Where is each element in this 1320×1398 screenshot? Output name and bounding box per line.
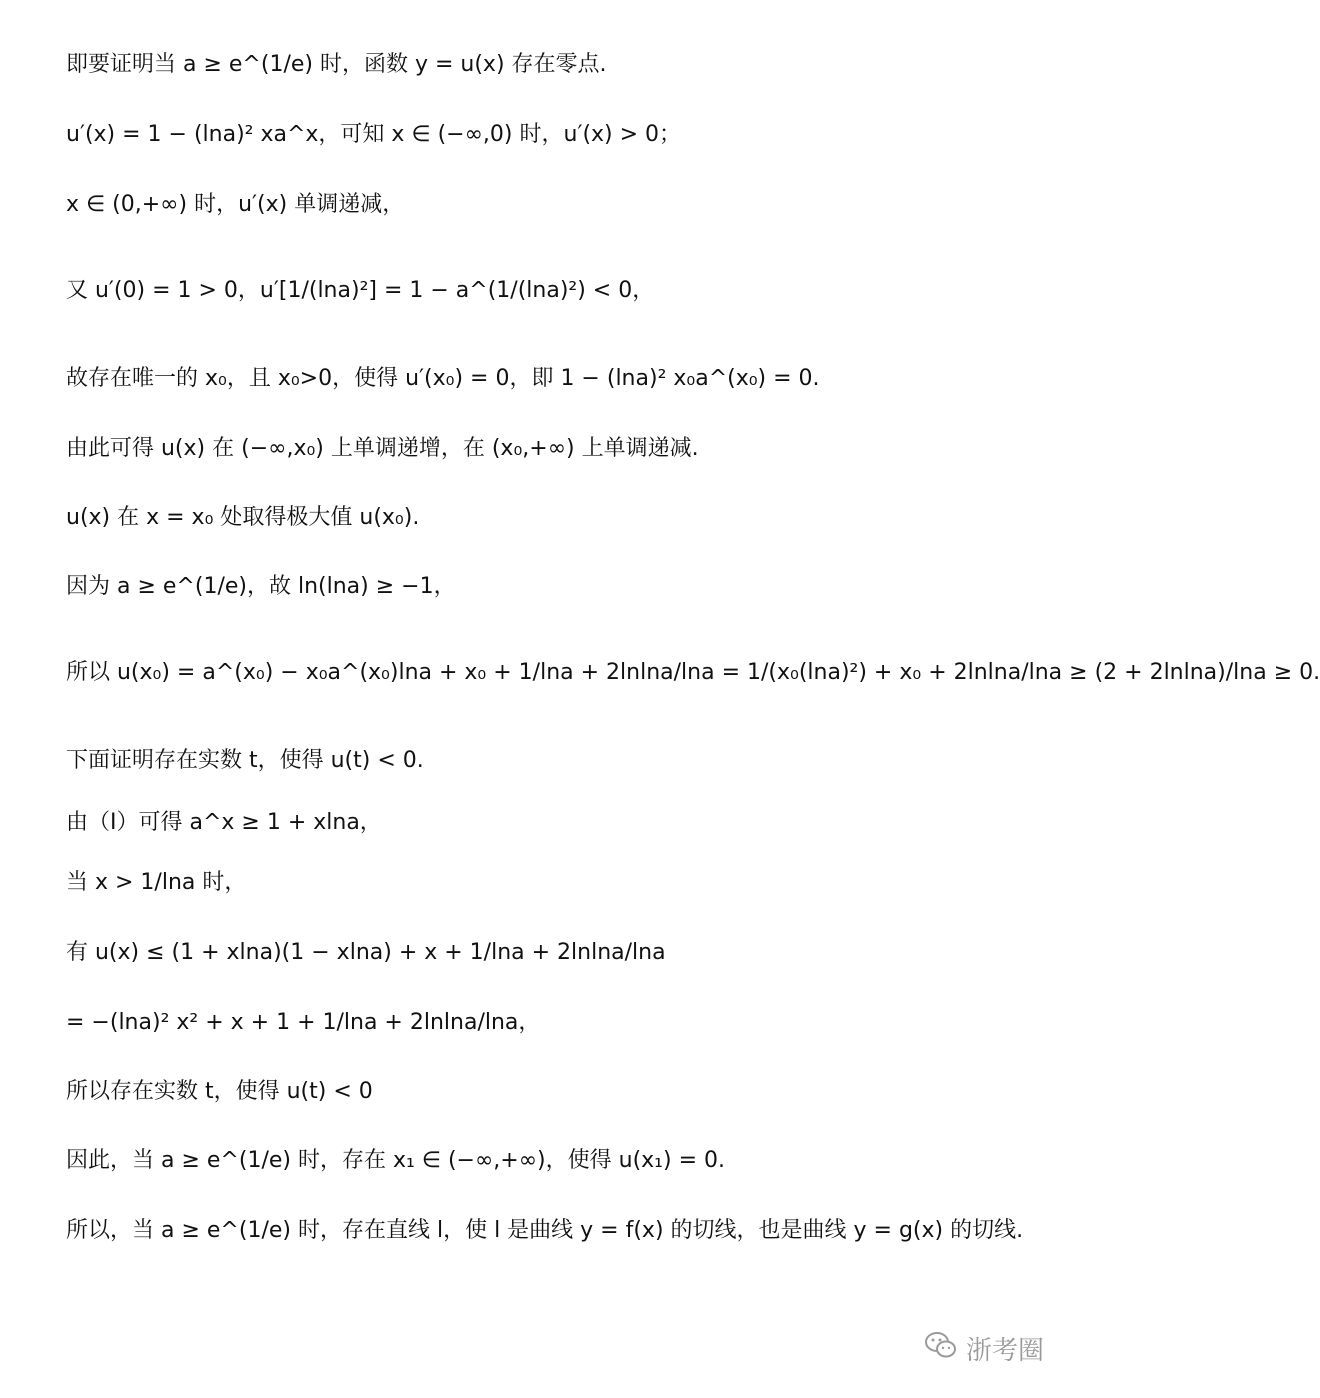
text-line: 因此，当 a ≥ e^(1/e) 时，存在 x₁ ∈ (−∞,+∞)，使得 u(x₁) = 0.: [66, 1148, 725, 1173]
text-line: 当 x > 1/lna 时，: [66, 870, 247, 895]
watermark-text: 浙考圈: [965, 1336, 1044, 1366]
text-line: 即要证明当 a ≥ e^(1/e) 时，函数 y = u(x) 存在零点.: [66, 52, 607, 77]
watermark: [924, 1330, 1044, 1367]
text-line: x ∈ (0,+∞) 时，u′(x) 单调递减，: [66, 192, 405, 217]
text-line: 下面证明存在实数 t，使得 u(t) < 0.: [66, 748, 424, 773]
text-line: 有 u(x) ≤ (1 + xlna)(1 − xlna) + x + 1/lna + 2lnlna/lna: [66, 940, 666, 965]
text-line: 所以 u(x₀) = a^(x₀) − x₀a^(x₀)lna + x₀ + 1/lna + 2lnlna/lna = 1/(x₀(lna)²) + x₀ + 2lnlna/lna ≥ (2 + 2lnlna)/lna ≥ 0.: [66, 660, 1320, 685]
text-line: 所以，当 a ≥ e^(1/e) 时，存在直线 l，使 l 是曲线 y = f(x) 的切线，也是曲线 y = g(x) 的切线.: [66, 1218, 1024, 1243]
text-line: 因为 a ≥ e^(1/e)，故 ln(lna) ≥ −1，: [66, 574, 456, 599]
text-line: = −(lna)² x² + x + 1 + 1/lna + 2lnlna/lna，: [66, 1010, 541, 1035]
text-line: 所以存在实数 t，使得 u(t) < 0: [66, 1079, 373, 1104]
text-line: 又 u′(0) = 1 > 0，u′[1/(lna)²] = 1 − a^(1/(lna)²) < 0，: [66, 278, 655, 303]
text-line: u(x) 在 x = x₀ 处取得极大值 u(x₀).: [66, 505, 420, 530]
text-line: 由（I）可得 a^x ≥ 1 + xlna，: [66, 810, 382, 835]
text-line: 由此可得 u(x) 在 (−∞,x₀) 上单调递增，在 (x₀,+∞) 上单调递减.: [66, 436, 699, 461]
wechat-icon: [924, 1330, 958, 1367]
text-line: u′(x) = 1 − (lna)² xa^x，可知 x ∈ (−∞,0) 时，u′(x) > 0；: [66, 122, 682, 147]
text-line: 故存在唯一的 x₀，且 x₀>0，使得 u′(x₀) = 0，即 1 − (lna)² x₀a^(x₀) = 0.: [66, 366, 820, 391]
